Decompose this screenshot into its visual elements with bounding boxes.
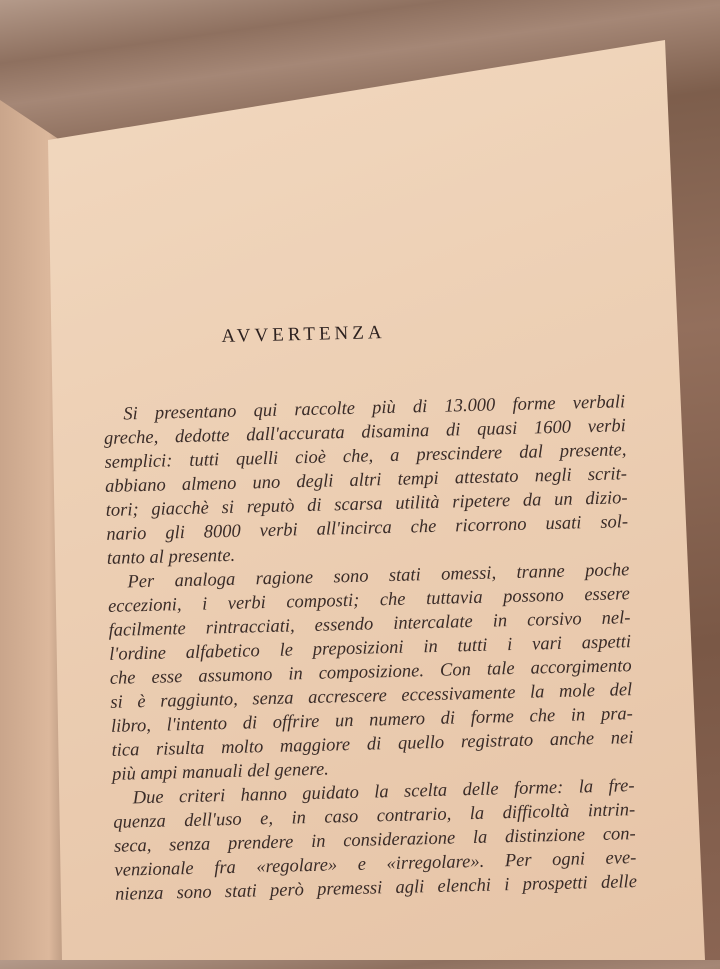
text-line: tanto al presente. [106,545,236,569]
text-line: abbiano almeno uno degli altri tempi attestato negli scrit- [104,464,628,497]
text-line: si è raggiunto, senza accrescere eccessivamente la mole del [110,680,633,713]
text-line: che esse assumono in composizione. Con tale accorgimento [109,656,632,689]
text-line: Si presentano qui raccolte più di 13.000 forme verbali [123,392,626,425]
text-line: Per analoga ragione sono stati omessi, tranne poche [127,560,630,593]
text-line: semplici: tutti quelli cioè che, a prescindere dal presente, [104,440,627,473]
text-line: libro, l'intento di offrire un numero di forme che in pra- [110,704,634,737]
text-line: tori; giacchè si reputò di scarsa utilità ripetere da un dizio- [105,488,628,521]
page-title: AVVERTENZA [221,322,386,348]
text-line: quenza dell'uso e, in caso contrario, la difficoltà intrin- [113,800,636,833]
text-line: nario gli 8000 verbi all'incirca che ricorrono usati sol- [106,512,629,545]
text-line: seca, senza prendere in considerazione la distinzione con- [113,824,636,857]
text-line: eccezioni, i verbi composti; che tuttavia possono essere [107,584,631,617]
text-line: facilmente rintracciati, essendo intercalate in corsivo nel- [108,608,631,641]
text-line: Due criteri hanno guidato la scelta delle forme: la fre- [132,776,635,809]
text-line: più ampi manuali del genere. [111,759,330,785]
text-line: tica risulta molto maggiore di quello registrato anche nei [111,728,634,761]
text-line: l'ordine alfabetico le preposizioni in tutti i vari aspetti [109,632,632,665]
text-line: venzionale fra «regolare» e «irregolare». Per ogni eve- [114,848,637,881]
text-line: nienza sono stati però premessi agli elenchi i prospetti delle [114,872,638,905]
text-line: greche, dedotte dall'accurata disamina di quasi 1600 verbi [103,416,627,449]
